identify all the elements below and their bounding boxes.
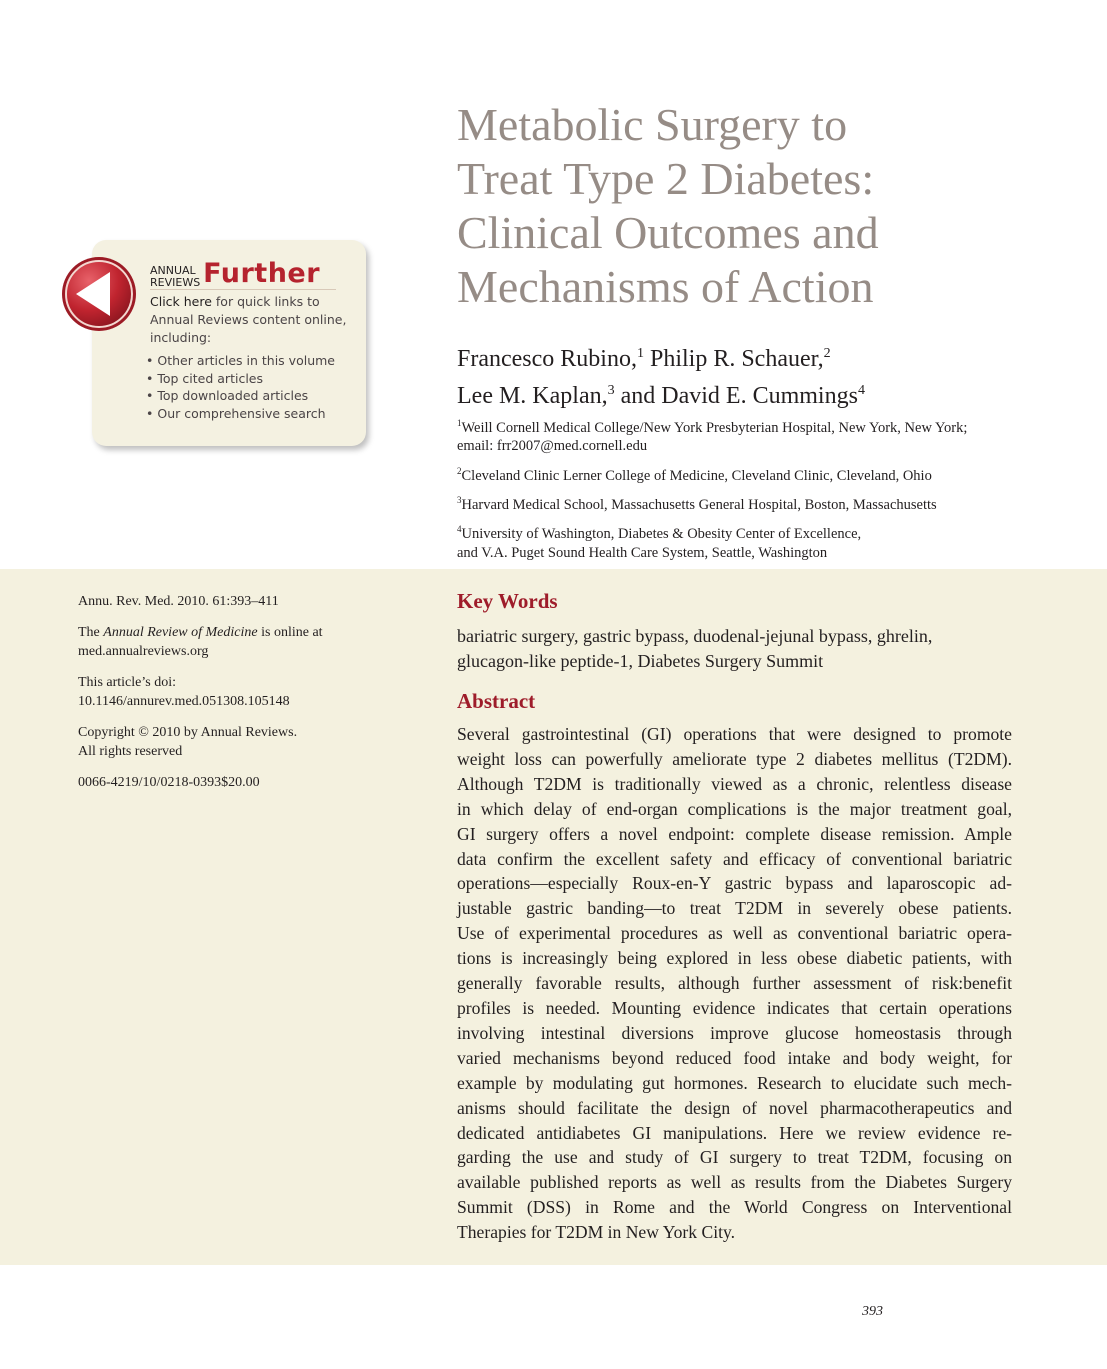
author-name: Lee M. Kaplan, <box>457 383 608 409</box>
abstract-line: data confirm the excellent safety and efficacy of conventional bariatric <box>457 848 1012 869</box>
further-description <box>150 293 350 347</box>
abstract-line: profiles is needed. Mounting evidence indicates that certain operations <box>457 997 1012 1018</box>
abstract-line: in which delay of end-organ complications is the major treatment goal, <box>457 798 1012 819</box>
online-info <box>78 623 378 661</box>
annual-reviews-label <box>150 265 200 289</box>
author-affil-ref: 3 <box>607 383 615 398</box>
author-affil-ref: 4 <box>857 383 865 398</box>
further-list <box>146 352 356 422</box>
affiliation-number: 4 <box>457 524 462 535</box>
author-list <box>457 338 1077 412</box>
further-desc-text: for quick links to Annual Reviews content online, including: <box>150 294 347 345</box>
further-list-item[interactable]: • Other articles in this volume <box>146 352 356 370</box>
author-line <box>457 338 1077 375</box>
divider <box>150 289 336 290</box>
abstract-line: Use of experimental procedures as well as conventional bariatric opera- <box>457 923 1012 944</box>
abstract-line: garding the use and study of GI surgery to treat T2DM, focusing on <box>457 1147 1012 1168</box>
affiliation-text: University of Washington, Diabetes & Obesity Center of Excellence, <box>461 526 862 543</box>
affiliation-text: Cleveland Clinic Lerner College of Medicine, Cleveland Clinic, Cleveland, Ohio <box>461 467 932 484</box>
affiliation-text: Weill Cornell Medical College/New York Presbyterian Hospital, New York, New York; <box>461 419 968 436</box>
title-line: Metabolic Surgery to <box>457 99 848 150</box>
author-name: Philip R. Schauer, <box>643 346 824 372</box>
abstract-line: available published reports as well as results from the Diabetes Surgery <box>457 1172 1012 1193</box>
abstract-line: anisms should facilitate the design of novel pharmacotherapeutics and <box>457 1097 1012 1118</box>
abstract-heading: Abstract <box>457 689 536 713</box>
abstract-text <box>457 722 1012 1245</box>
abstract-line: Several gastrointestinal (GI) operations that were designed to promote <box>457 724 1012 744</box>
abstract-line: example by modulating gut hormones. Research to elucidate such mech- <box>457 1072 1012 1093</box>
price-code: 0066-4219/10/0218-0393$20.00 <box>78 775 260 790</box>
author-name: Francesco Rubino, <box>457 346 637 372</box>
abstract-line: GI surgery offers a novel endpoint: complete disease remission. Ample <box>457 823 1012 844</box>
affiliation-email[interactable]: email: frr2007@med.cornell.edu <box>457 438 648 455</box>
affiliation-line <box>457 520 1017 543</box>
abstract-line: involving intestinal diversions improve glucose homeostasis through <box>457 1022 1012 1043</box>
affiliation <box>457 462 1017 485</box>
doi-label: This article’s doi: <box>78 675 176 690</box>
affiliation-line <box>457 491 1017 514</box>
affiliation-text: Harvard Medical School, Massachusetts General Hospital, Boston, Massachusetts <box>461 496 937 513</box>
affiliation-number: 1 <box>457 418 462 428</box>
abstract-line: operations—especially Roux-en-Y gastric bypass and laparoscopic ad- <box>457 873 1012 894</box>
article-title <box>457 98 1077 314</box>
further-heading: Further <box>203 258 321 289</box>
affiliations <box>457 414 1017 568</box>
keywords-line: glucagon-like peptide-1, Diabetes Surgery Summit <box>457 651 824 671</box>
abstract-line: varied mechanisms beyond reduced food intake and body weight, for <box>457 1047 1012 1068</box>
abstract-line: weight loss can powerfully ameliorate type 2 diabetes mellitus (T2DM). <box>457 748 1012 769</box>
rights: All rights reserved <box>78 744 183 759</box>
abstract-line: Therapies for T2DM in New York City. <box>457 1222 736 1243</box>
affiliation-text: and V.A. Puget Sound Health Care System, Seattle, Washington <box>457 544 828 561</box>
abstract-line: Although T2DM is traditionally viewed as a chronic, relentless disease <box>457 773 1012 794</box>
abstract-line: tions is increasingly being explored in less obese diabetic patients, with <box>457 948 1012 969</box>
online-pre: The <box>78 625 104 640</box>
title-line: Clinical Outcomes and <box>457 207 879 258</box>
further-list-item[interactable]: • Our comprehensive search <box>146 405 356 423</box>
doi-info <box>78 673 378 711</box>
back-arrow-icon[interactable] <box>60 255 138 333</box>
journal-name: Annual Review of Medicine <box>103 625 258 640</box>
online-line <box>78 623 378 642</box>
author-line <box>457 375 1077 412</box>
online-post: is online at <box>257 625 323 640</box>
abstract-line: Summit (DSS) in Rome and the World Congress on Interventional <box>457 1197 1012 1218</box>
further-list-item[interactable]: • Top cited articles <box>146 370 356 388</box>
journal-url[interactable]: med.annualreviews.org <box>78 644 209 659</box>
affiliation-line <box>457 414 1017 437</box>
author-affil-ref: 2 <box>823 346 831 361</box>
keywords <box>457 624 1017 674</box>
keywords-heading: Key Words <box>457 589 558 613</box>
annual-text: ANNUAL <box>150 264 196 277</box>
doi-link[interactable]: 10.1146/annurev.med.051308.105148 <box>78 694 290 709</box>
title-line: Mechanisms of Action <box>457 261 874 312</box>
copyright-info <box>78 723 378 761</box>
affiliation-number: 3 <box>457 495 462 506</box>
affiliation-line <box>457 462 1017 485</box>
affiliation <box>457 491 1017 514</box>
affiliation-number: 2 <box>457 465 462 476</box>
author-name: and David E. Cummings <box>614 383 858 409</box>
further-list-item[interactable]: • Top downloaded articles <box>146 387 356 405</box>
click-here-link[interactable]: Click here <box>150 294 212 309</box>
abstract-line: generally favorable results, although further assessment of risk:benefit <box>457 973 1012 994</box>
further-header <box>150 258 320 289</box>
abstract-line: justable gastric banding—to treat T2DM in severely obese patients. <box>457 898 1012 919</box>
author-affil-ref: 1 <box>636 346 644 361</box>
page-number: 393 <box>862 1304 883 1319</box>
affiliation <box>457 520 1017 562</box>
copyright: Copyright © 2010 by Annual Reviews. <box>78 725 298 740</box>
abstract-line: dedicated antidiabetes GI manipulations. Here we review evidence re- <box>457 1122 1012 1143</box>
affiliation <box>457 414 1017 456</box>
citation: Annu. Rev. Med. 2010. 61:393–411 <box>78 594 279 609</box>
title-line: Treat Type 2 Diabetes: <box>457 153 875 204</box>
article-metadata <box>78 592 378 804</box>
keywords-line: bariatric surgery, gastric bypass, duodenal-jejunal bypass, ghrelin, <box>457 626 933 646</box>
reviews-text: REVIEWS <box>150 276 201 289</box>
